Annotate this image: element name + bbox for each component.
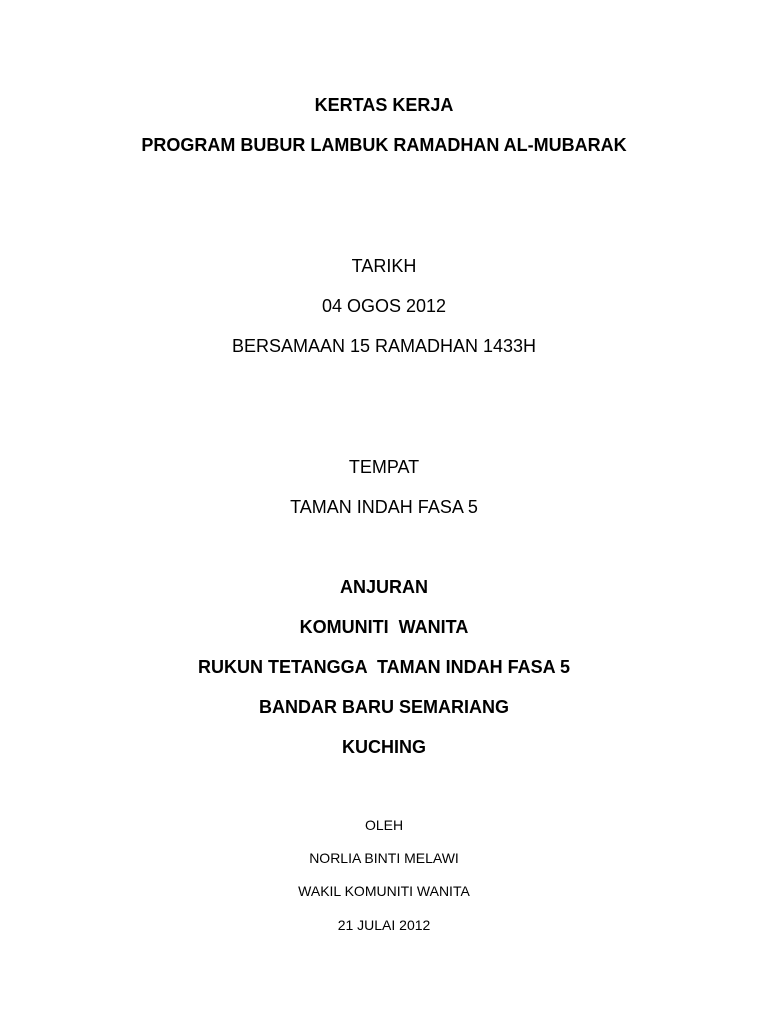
organizer-line: RUKUN TETANGGA TAMAN INDAH FASA 5 [198, 657, 570, 677]
author-role: WAKIL KOMUNITI WANITA [298, 883, 470, 899]
venue-name: TAMAN INDAH FASA 5 [290, 497, 478, 517]
hijri-date: BERSAMAAN 15 RAMADHAN 1433H [231, 336, 537, 356]
document-date: 21 JULAI 2012 [337, 917, 431, 933]
organizer-line: BANDAR BARU SEMARIANG [259, 697, 509, 717]
document-type-title: KERTAS KERJA [314, 95, 454, 115]
author-name: NORLIA BINTI MELAWI [309, 850, 459, 866]
organizer-heading: ANJURAN [339, 577, 428, 597]
organizer-line: KOMUNITI WANITA [299, 617, 469, 637]
author-heading: OLEH [364, 817, 404, 833]
organizer-line: KUCHING [342, 737, 426, 757]
program-title: PROGRAM BUBUR LAMBUK RAMADHAN AL-MUBARAK [141, 135, 627, 155]
date-heading: TARIKH [351, 256, 417, 276]
venue-heading: TEMPAT [348, 457, 420, 477]
event-date: 04 OGOS 2012 [321, 296, 447, 316]
